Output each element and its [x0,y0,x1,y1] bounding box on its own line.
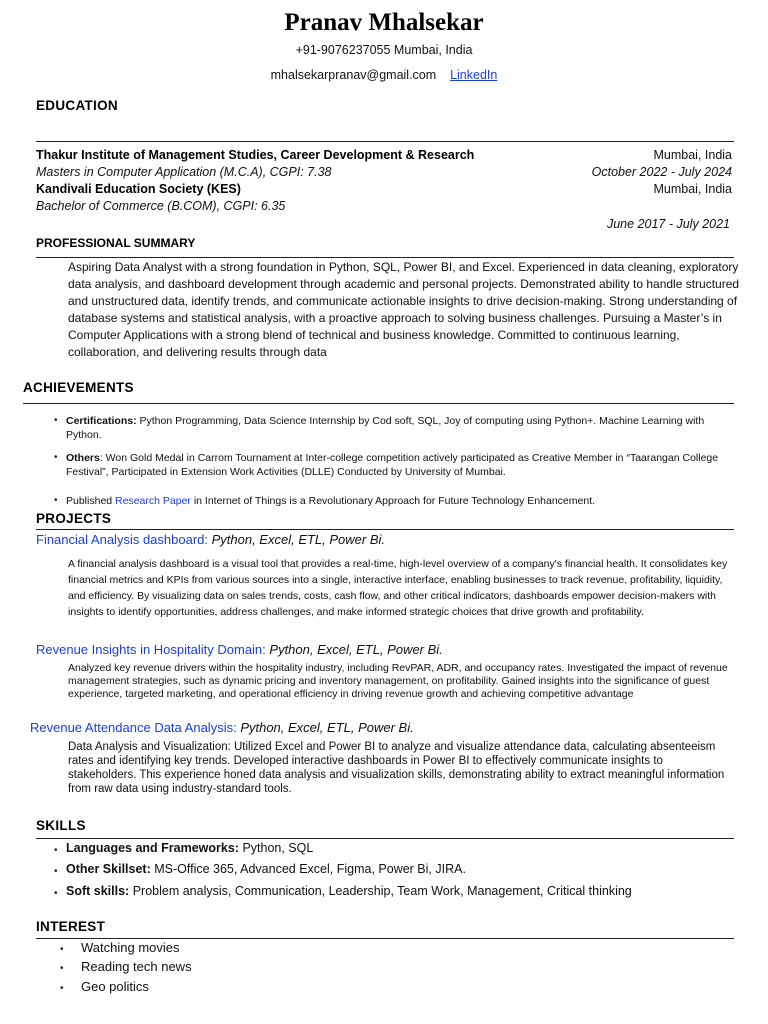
bullet-icon: • [60,983,64,994]
interest-item: Geo politics [81,979,149,994]
summary-divider [36,257,734,258]
achievements-divider [23,403,734,404]
skills-divider [36,838,734,839]
contact-line-email [0,68,768,82]
achievement-label: Others [66,452,100,464]
project-tech: Python, Excel, ETL, Power Bi. [208,532,386,547]
bullet-icon: • [54,452,58,463]
project-2-header [36,641,443,659]
skills-heading: SKILLS [36,818,86,833]
skill-label: Other Skillset: [66,862,151,876]
candidate-name: Pranav Mhalsekar [284,9,484,36]
education-location-1: Mumbai, India [653,148,732,162]
skill-text: Python, SQL [238,841,314,855]
project-3-header [30,719,414,737]
interest-item: Watching movies [81,940,180,955]
projects-divider [36,529,734,530]
project-title: Revenue Insights in Hospitality Domain: [36,642,266,657]
project-3-description: Data Analysis and Visualization: Utilized Excel and Power BI to analyze and visualize attendance data, calculating absenteeism rates and identifying key trends. Developed interactive dashboards in Power BI to effectively communicate insights to stakeholders. This experience honed data analysis and visualization skills, demonstrating ability to extract meaningful information from raw data using industry-standard tools. [68,741,725,795]
education-heading: EDUCATION [36,98,118,113]
bullet-icon: • [54,415,58,426]
skill-other [66,862,466,876]
education-degree-2: Bachelor of Commerce (B.COM), CGPI: 6.35 [36,199,286,213]
achievement-text-post: in Internet of Things is a Revolutionary Approach for Future Technology Enhancement. [190,495,596,507]
project-title: Financial Analysis dashboard: [36,532,208,547]
skill-soft [66,884,632,898]
skill-languages [66,841,313,855]
skill-text: Problem analysis, Communication, Leadership, Team Work, Management, Critical thinking [129,884,632,898]
achievement-certifications [66,414,734,442]
achievement-text-pre: Published [66,495,116,507]
education-institution-1: Thakur Institute of Management Studies, Career Development & Research [36,148,475,162]
skill-label: Soft skills: [66,884,130,898]
achievement-text: : Won Gold Medal in Carrom Tournament at Inter-college competition actively participated as Creative Member in “Taarangan College Festival”, Participated in Extension Work Activities (DLLE) Conducted by University of Mumbai. [66,452,719,478]
project-tech: Python, Excel, ETL, Power Bi. [236,720,414,735]
project-2-description: Analyzed key revenue drivers within the hospitality industry, including RevPAR, ADR, and occupancy rates. Investigated the impact of revenue management strategies, such as dynamic pricing and inventory management, on profitability. Gained insights into the significance of guest experience, targeted marketing, and operational efficiency in driving revenue growth and achieving competitive advantage [68,662,728,700]
bullet-icon: • [54,845,58,856]
bullet-icon: • [54,888,58,899]
education-location-2: Mumbai, India [653,182,732,196]
achievement-publication [66,494,734,508]
skill-text: MS-Office 365, Advanced Excel, Figma, Power Bi, JIRA. [150,862,466,876]
education-divider [36,141,734,142]
interest-heading: INTEREST [36,919,106,934]
bullet-icon: • [54,866,58,877]
education-dates-1: October 2022 - July 2024 [591,165,732,179]
achievements-heading: ACHIEVEMENTS [23,380,134,395]
education-degree-1: Masters in Computer Application (M.C.A), CGPI: 7.38 [36,165,332,179]
project-title: Revenue Attendance Data Analysis: [30,720,237,735]
bullet-icon: • [54,495,58,506]
achievement-others [66,451,734,479]
projects-heading: PROJECTS [36,511,112,526]
achievement-label: Certifications: [66,415,137,427]
project-1-description: A financial analysis dashboard is a visual tool that provides a real-time, high-level overview of a company's financial health. It consolidates key financial metrics and KPIs from various sources into a single, interactive interface, enabling businesses to track revenue, profitability, liquidity, and efficiency. By visualizing data on sales trends, costs, cash flow, and other critical indicators, dashboards empower decision-makers with insights to identify opportunities, address challenges, and make informed strategic choices that drive growth and profitability. [68,558,728,618]
summary-heading: PROFESSIONAL SUMMARY [36,236,196,250]
email-address: mhalsekarpranav@gmail.com [270,68,437,82]
interest-divider [36,938,734,939]
bullet-icon: • [60,963,64,974]
project-tech: Python, Excel, ETL, Power Bi. [265,642,443,657]
summary-text: Aspiring Data Analyst with a strong foundation in Python, SQL, Power BI, and Excel. Experienced in data cleaning, exploratory data analysis, and dashboard development through academic and personal projects. Demonstrated ability to handle structured and unstructured data, identify trends, and communicate actionable insights to drive decision-making. Strong understanding of database systems and statistical analysis, with a proactive approach to solving business challenges. Pursuing a Master’s in Computer Applications with a strong blend of technical and business knowledge. Committed to continuous learning, collaboration, and delivering results through data [68,260,740,359]
interest-item: Reading tech news [81,959,192,974]
education-dates-2: June 2017 - July 2021 [606,217,730,231]
bullet-icon: • [60,944,64,955]
research-paper-link[interactable]: Research Paper [115,495,191,507]
education-institution-2: Kandivali Education Society (KES) [36,182,241,196]
skill-label: Languages and Frameworks: [66,841,239,855]
project-1-header [36,531,385,549]
contact-phone-location: +91-9076237055 Mumbai, India [295,43,473,57]
linkedin-link[interactable]: LinkedIn [450,68,498,82]
achievement-text: Python Programming, Data Science Internship by Cod soft, SQL, Joy of computing using Python+. Machine Learning with Python. [66,415,705,441]
